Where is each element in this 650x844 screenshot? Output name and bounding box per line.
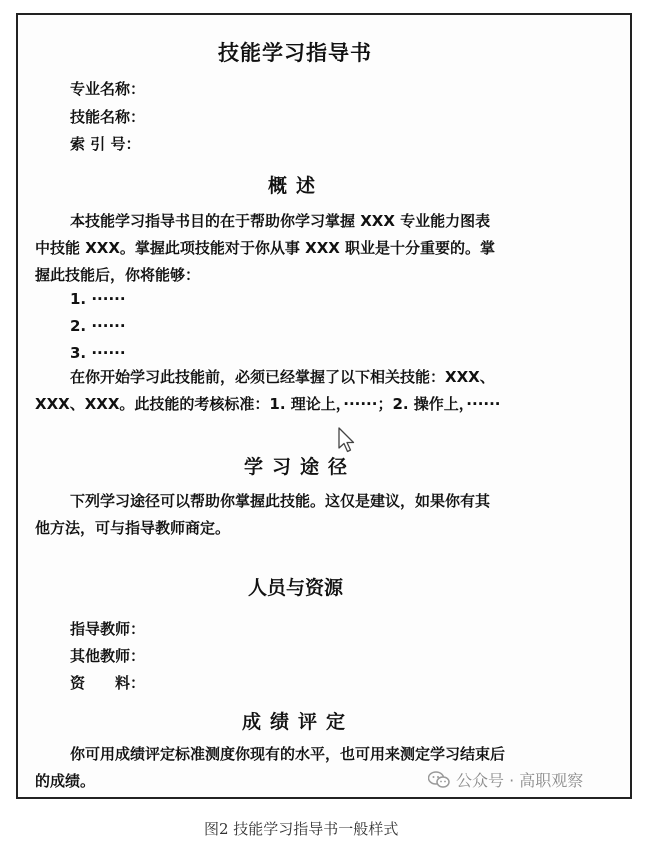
- evaluation-para-line-1: 你可用成绩评定标准测度你现有的水平，也可用来测定学习结束后: [70, 745, 506, 763]
- field-instructor: 指导教师：: [70, 620, 146, 638]
- section-heading-people-resources: 人员与资源: [248, 577, 344, 599]
- overview-para-line-2: 中技能 XXX。掌握此项技能对于你从事 XXX 职业是十分重要的。掌: [35, 239, 496, 257]
- section-heading-learning-path: 学习途径: [244, 456, 357, 478]
- list-item: 2. ······: [70, 317, 126, 335]
- evaluation-para-line-2: 的成绩。: [35, 772, 96, 790]
- overview-para-line-3: 握此技能后，你将能够：: [35, 266, 201, 284]
- mouse-cursor-icon: [337, 427, 357, 455]
- field-index-number: 索 引 号：: [70, 135, 141, 153]
- learning-path-para-line-1: 下列学习途径可以帮助你掌握此技能。这仅是建议，如果你有其: [70, 492, 491, 510]
- document-page: [16, 13, 632, 799]
- document-title: 技能学习指导书: [218, 41, 372, 65]
- watermark: [428, 768, 583, 791]
- section-heading-evaluation: 成绩评定: [242, 711, 355, 733]
- field-other-teachers: 其他教师：: [70, 647, 146, 665]
- section-heading-overview: 概述: [268, 175, 325, 197]
- field-skill-name: 技能名称：: [70, 108, 146, 126]
- figure-caption: 图2 技能学习指导书一般样式: [204, 820, 399, 838]
- wechat-icon: [428, 771, 450, 789]
- prerequisite-para-line-2: XXX、XXX。此技能的考核标准：1. 理论上，······；2. 操作上，······: [35, 395, 501, 413]
- watermark-text: 公众号 · 高职观察: [456, 771, 584, 790]
- overview-para-line-1: 本技能学习指导书目的在于帮助你学习掌握 XXX 专业能力图表: [70, 212, 491, 230]
- list-item: 1. ······: [70, 290, 126, 308]
- field-materials: 资 料：: [70, 674, 146, 692]
- field-major-name: 专业名称：: [70, 80, 146, 98]
- list-item: 3. ······: [70, 344, 126, 362]
- learning-path-para-line-2: 他方法，可与指导教师商定。: [35, 519, 231, 537]
- prerequisite-para-line-1: 在你开始学习此技能前，必须已经掌握了以下相关技能：XXX、: [70, 368, 495, 386]
